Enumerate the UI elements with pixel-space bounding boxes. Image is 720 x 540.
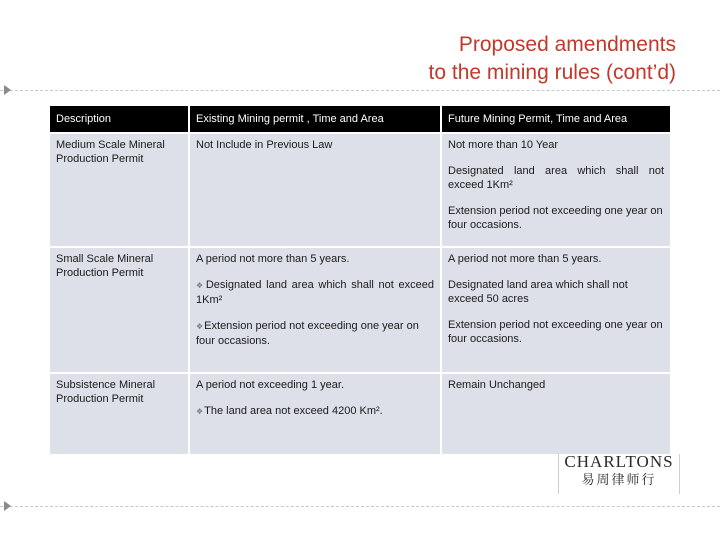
row-description [50, 134, 188, 246]
logo-divider [679, 454, 680, 494]
bottom-divider [0, 506, 720, 507]
triangle-marker-icon [4, 85, 11, 95]
slide-title-line-2: to the mining rules (cont’d) [428, 61, 676, 84]
description-text: Medium Scale Mineral Production Permit [56, 139, 165, 165]
existing-text: The land area not exceed 4200 Km². [204, 405, 383, 417]
slide-title-line-1: Proposed amendments [458, 33, 676, 56]
row-existing [190, 248, 440, 372]
amendments-table [48, 104, 672, 456]
existing-text: A period not exceeding 1 year. [196, 379, 344, 391]
slide-title [76, 31, 676, 87]
row-existing [190, 134, 440, 246]
header-future: Future Mining Permit, Time and Area [442, 106, 670, 132]
logo-name: CHARLTONS [564, 452, 674, 471]
future-text: A period not more than 5 years. [448, 253, 602, 265]
table-row [50, 248, 670, 372]
description-text: Subsistence Mineral Production Permit [56, 379, 156, 405]
existing-text: Not Include in Previous Law [196, 139, 333, 151]
table-row [50, 374, 670, 454]
existing-bullet-item [196, 278, 434, 307]
triangle-marker-icon [4, 501, 11, 511]
row-description [50, 374, 188, 454]
future-text: Designated land area which shall not exceed 50 acres [448, 279, 628, 305]
row-future [442, 374, 670, 454]
existing-text: Designated land area which shall not exceed 1Km² [196, 279, 435, 306]
table-row [50, 134, 670, 246]
description-text: Small Scale Mineral Production Permit [56, 253, 154, 279]
row-description [50, 248, 188, 372]
bullet-icon: ❖ [196, 407, 204, 416]
existing-bullet-item [196, 319, 434, 348]
charltons-logo [558, 452, 680, 490]
header-existing: Existing Mining permit , Time and Area [190, 106, 440, 132]
existing-bullet-item [196, 404, 434, 419]
future-text: Designated land area which shall not exceed 1Km² [448, 165, 664, 191]
table-header-row [50, 106, 670, 132]
future-text: Extension period not exceeding one year on four occasions. [448, 319, 663, 345]
logo-divider [558, 454, 559, 494]
row-existing [190, 374, 440, 454]
top-divider [0, 90, 720, 91]
bullet-icon: ❖ [196, 281, 205, 290]
future-text: Remain Unchanged [448, 379, 546, 391]
header-description: Description [50, 106, 188, 132]
row-future [442, 248, 670, 372]
bullet-icon: ❖ [196, 322, 204, 331]
existing-text: Extension period not exceeding one year on four occasions. [196, 320, 419, 347]
future-text: Not more than 10 Year [448, 139, 559, 151]
logo-name-cn: 易周律师行 [581, 473, 657, 488]
existing-text: A period not more than 5 years. [196, 253, 350, 265]
future-text: Extension period not exceeding one year on four occasions. [448, 205, 663, 231]
row-future [442, 134, 670, 246]
